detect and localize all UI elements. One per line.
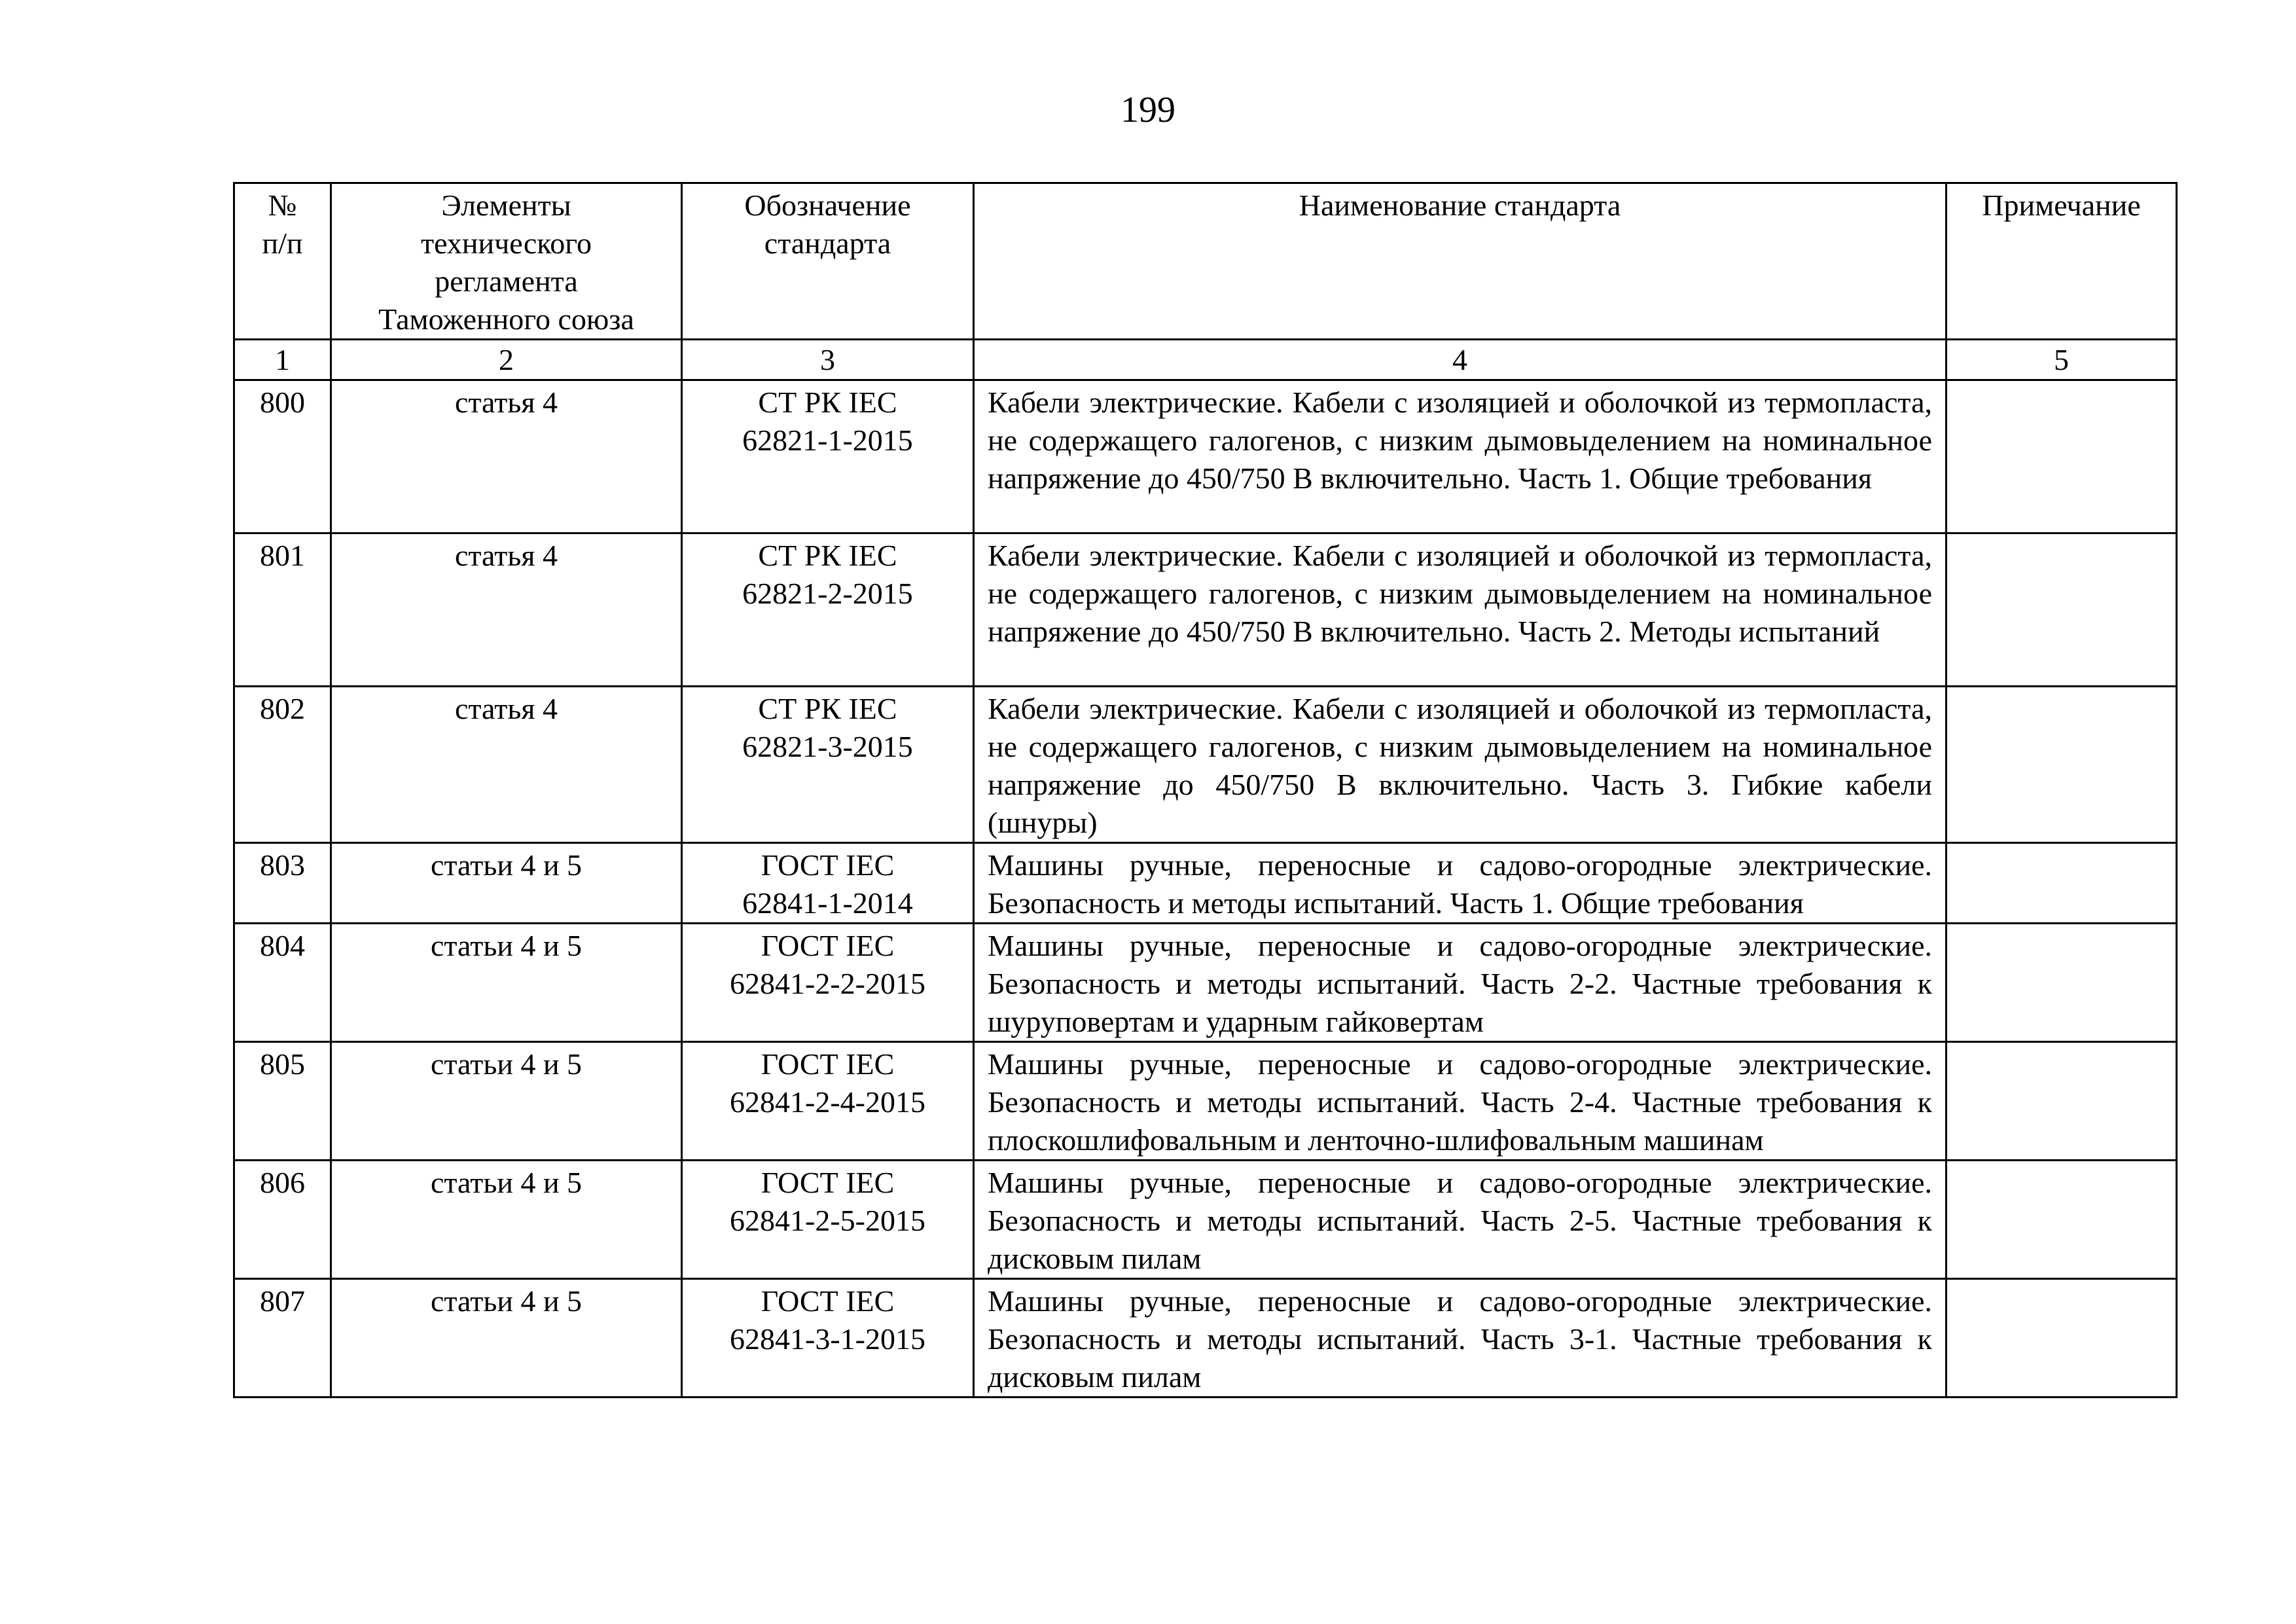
header-num: № п/п xyxy=(234,183,331,340)
row-designation: ГОСТ IEC 62841-2-4-2015 xyxy=(682,1042,974,1161)
row-num: 807 xyxy=(234,1279,331,1398)
row-designation: ГОСТ IEC 62841-1-2014 xyxy=(682,843,974,924)
row-standard-name: Машины ручные, переносные и садово-огородные электрические. Безопасность и методы испытаний. Часть 1. Общие требования xyxy=(974,843,1946,924)
row-standard-name: Машины ручные, переносные и садово-огородные электрические. Безопасность и методы испытаний. Часть 2-2. Частные требования к шуруповертам и ударным гайковертам xyxy=(974,924,1946,1042)
header-note: Примечание xyxy=(1946,183,2177,340)
row-note xyxy=(1946,1161,2177,1279)
row-num: 801 xyxy=(234,533,331,687)
row-standard-name: Кабели электрические. Кабели с изоляцией и оболочкой из термопласта, не содержащего галогенов, с низким дымовыделением на номинальное напряжение до 450/750 В включительно. Часть 2. Методы испытаний xyxy=(974,533,1946,687)
row-note xyxy=(1946,843,2177,924)
row-num: 806 xyxy=(234,1161,331,1279)
table-row xyxy=(234,924,2177,1042)
table-row xyxy=(234,1042,2177,1161)
row-designation: СТ РК IEC 62821-2-2015 xyxy=(682,533,974,687)
column-number: 1 xyxy=(234,340,331,380)
page-number: 199 xyxy=(1121,90,1175,130)
row-standard-name: Кабели электрические. Кабели с изоляцией и оболочкой из термопласта, не содержащего галогенов, с низким дымовыделением на номинальное напряжение до 450/750 В включительно. Часть 1. Общие требования xyxy=(974,380,1946,533)
row-standard-name: Машины ручные, переносные и садово-огородные электрические. Безопасность и методы испытаний. Часть 3-1. Частные требования к дисковым пилам xyxy=(974,1279,1946,1398)
column-number: 2 xyxy=(331,340,682,380)
row-note xyxy=(1946,1042,2177,1161)
table-header-row xyxy=(234,183,2177,340)
standards-table xyxy=(233,182,2178,1398)
row-element: статьи 4 и 5 xyxy=(331,1161,682,1279)
row-note xyxy=(1946,924,2177,1042)
row-note xyxy=(1946,533,2177,687)
table-row xyxy=(234,380,2177,533)
row-element: статья 4 xyxy=(331,533,682,687)
row-element: статьи 4 и 5 xyxy=(331,843,682,924)
table-row xyxy=(234,687,2177,843)
row-num: 803 xyxy=(234,843,331,924)
row-num: 802 xyxy=(234,687,331,843)
column-number: 4 xyxy=(974,340,1946,380)
header-designation: Обозначение стандарта xyxy=(682,183,974,340)
column-number-row xyxy=(234,340,2177,380)
table-row xyxy=(234,1161,2177,1279)
table-row xyxy=(234,533,2177,687)
row-element: статьи 4 и 5 xyxy=(331,1279,682,1398)
row-note xyxy=(1946,687,2177,843)
row-note xyxy=(1946,380,2177,533)
row-num: 805 xyxy=(234,1042,331,1161)
header-element: Элементы технического регламента Таможенного союза xyxy=(331,183,682,340)
row-standard-name: Машины ручные, переносные и садово-огородные электрические. Безопасность и методы испытаний. Часть 2-4. Частные требования к плоскошлифовальным и ленточно-шлифовальным машинам xyxy=(974,1042,1946,1161)
table-row xyxy=(234,1279,2177,1398)
row-designation: ГОСТ IEC 62841-2-5-2015 xyxy=(682,1161,974,1279)
row-note xyxy=(1946,1279,2177,1398)
column-number: 5 xyxy=(1946,340,2177,380)
row-designation: ГОСТ IEC 62841-3-1-2015 xyxy=(682,1279,974,1398)
row-standard-name: Машины ручные, переносные и садово-огородные электрические. Безопасность и методы испытаний. Часть 2-5. Частные требования к дисковым пилам xyxy=(974,1161,1946,1279)
row-element: статьи 4 и 5 xyxy=(331,1042,682,1161)
row-designation: СТ РК IEC 62821-1-2015 xyxy=(682,380,974,533)
row-element: статья 4 xyxy=(331,687,682,843)
header-name: Наименование стандарта xyxy=(974,183,1946,340)
row-num: 804 xyxy=(234,924,331,1042)
row-designation: ГОСТ IEC 62841-2-2-2015 xyxy=(682,924,974,1042)
row-designation: СТ РК IEC 62821-3-2015 xyxy=(682,687,974,843)
row-standard-name: Кабели электрические. Кабели с изоляцией и оболочкой из термопласта, не содержащего галогенов, с низким дымовыделением на номинальное напряжение до 450/750 В включительно. Часть 3. Гибкие кабели (шнуры) xyxy=(974,687,1946,843)
row-num: 800 xyxy=(234,380,331,533)
table-row xyxy=(234,843,2177,924)
column-number: 3 xyxy=(682,340,974,380)
row-element: статьи 4 и 5 xyxy=(331,924,682,1042)
row-element: статья 4 xyxy=(331,380,682,533)
